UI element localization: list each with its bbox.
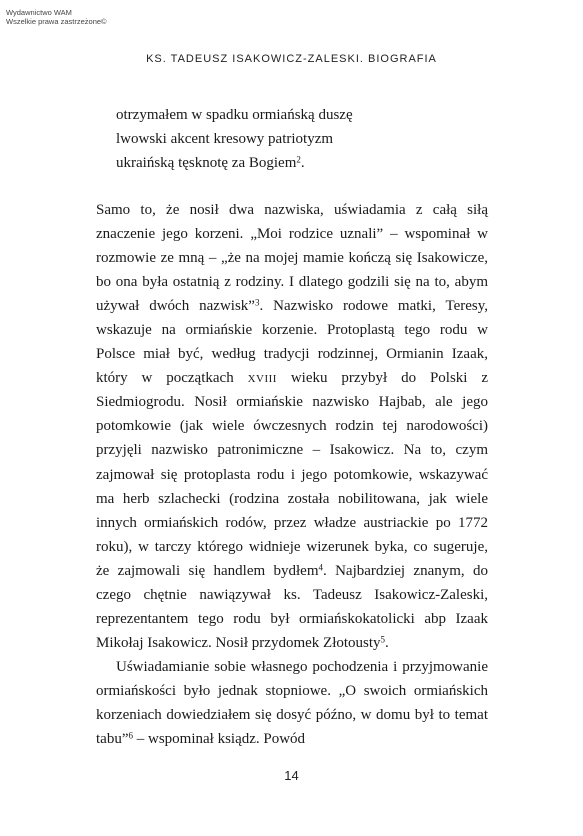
footnote-ref-4: 4 (318, 562, 323, 573)
poem-line-2: lwowski akcent kresowy patriotyzm (116, 131, 334, 147)
paragraph-1-part-a: Samo to, że nosił dwa nazwiska, uświadamia z całą siłą znaczenie jego korzeni. „Moi rodzice uznali” – wspominał w rozmowie ze mną – „że na mojej mamie kończą się Isakowicze, bo ona była ostatnią z rodziny. I dlatego godzili się na to, abym używał dwóch nazwisk” (96, 202, 488, 315)
paragraph-2-part-b: – wspominał ksiądz. Powód (132, 731, 306, 748)
poem-line-3-end: . (300, 155, 305, 171)
paragraph-2-part-a: Uświadamianie sobie własnego pochodzenia i przyjmowanie ormiańskości było jednak stopniowe. „O swoich ormiańskich korzeniach dowiedziałem się dosyć późno, w domu był to temat tabu” (96, 658, 488, 748)
footnote-ref-6: 6 (128, 730, 133, 741)
paragraph-2 (96, 655, 488, 751)
century-numeral: xviii (247, 370, 277, 387)
running-head: KS. TADEUSZ ISAKOWICZ-ZALESKI. BIOGRAFIA (146, 53, 437, 65)
body-text (96, 198, 488, 751)
page-number: 14 (284, 768, 299, 783)
paragraph-1-part-e: . (385, 634, 389, 651)
paragraph-1 (96, 198, 488, 655)
watermark-rights: Wszelkie prawa zastrzeżone© (6, 17, 107, 26)
poem-line-1: otrzymałem w spadku ormiańską duszę (116, 107, 353, 123)
watermark (6, 8, 107, 26)
paragraph-1-part-d: . Najbardziej znanym, do czego chętnie nawiązywał ks. Tadeusz Isakowicz-Zaleski, reprezentantem tego rodu był ormiańskokatolicki abp Izaak Mikołaj Isakowicz. Nosił przydomek Złotousty (96, 562, 488, 651)
paragraph-1-part-c: wieku przybył do Polski z Siedmiogrodu. Nosił ormiańskie nazwisko Hajbab, ale jego potomkowie (jak wiele ówczesnych rodzin tej narodowości) przyjęli nazwisko patronimiczne – Isakowicz. Na to, czym zajmował się protoplasta rodu i jego potomkowie, wskazywać ma herb szlachecki (rodzina została nobilitowana, jak wiele innych ormiańskich rodów, przez władze austriackie po 1772 roku), w tarczy którego widnieje wizerunek byka, co sugeruje, że zajmowali się handlem bydłem (96, 370, 488, 579)
poem-line-3 (116, 151, 353, 175)
footnote-ref-3: 3 (254, 297, 260, 308)
footnote-ref-2: 2 (296, 154, 301, 165)
footnote-ref-5: 5 (380, 634, 386, 645)
paragraph-1-part-b: . Nazwisko rodowe matki, Teresy, wskazuje na ormiańskie korzenie. Protoplastą tego rodu w Polsce miał być, według tradycji rodzinnej, Ormianin Izaak, który w początkach (96, 298, 488, 387)
watermark-publisher: Wydawnictwo WAM (6, 8, 72, 17)
poem-line-3-text: ukraińską tęsknotę za Bogiem (116, 155, 297, 171)
poem-quote (116, 103, 353, 175)
